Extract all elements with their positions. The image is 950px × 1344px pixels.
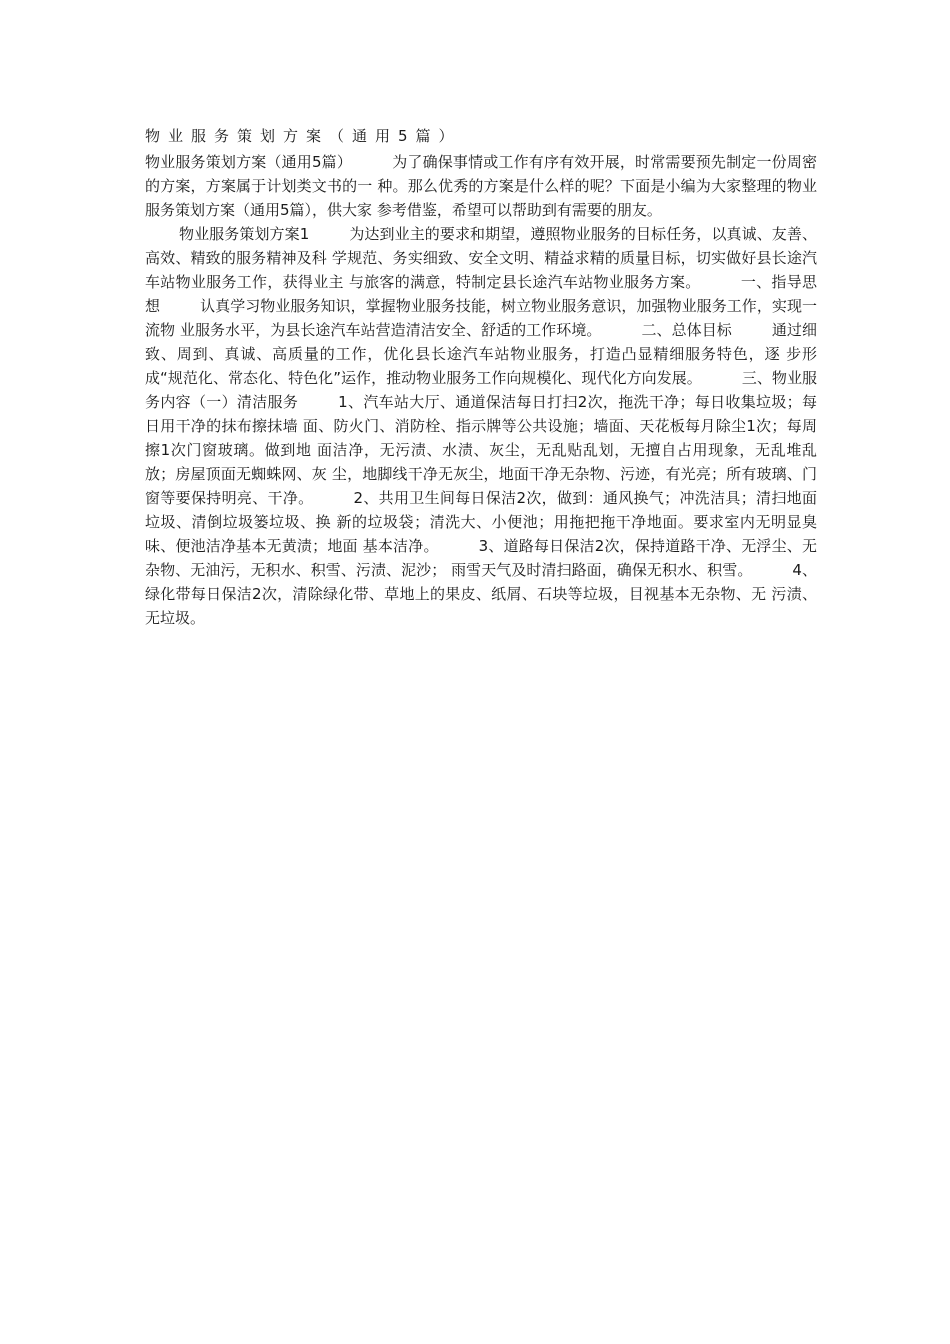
item-text-2: 2、共用卫生间每日保洁2次，做到：通风换气；冲洗洁具；清扫地面垃圾、清倒垃圾篓垃圾、换 新的垃圾袋；清洗大、小便池；用拖把拖干净地面。要求室内无明显臭味、便池洁净基本无黄渍；地面 基本洁净。 [145,489,817,555]
intro-paragraph [145,150,817,222]
item-text-1: 1、汽车站大厅、通道保洁每日打扫2次，拖洗干净；每日收集垃圾；每日用干净的抹布擦抹墙 面、防火门、消防栓、指示牌等公共设施；墙面、天花板每月除尘1次；每周擦1次门窗玻璃。做到地 面洁净，无污渍、水渍、灰尘，无乱贴乱划，无擅自占用现象，无乱堆乱放；房屋顶面无蜘蛛网、灰 尘，地脚线干净无灰尘，地面干净无杂物、污迹，有光亮；所有玻璃、门窗等要保持明亮、干净。 [145,393,817,507]
item-text-3: 3、道路每日保洁2次，保持道路干净、无浮尘、无杂物、无油污，无积水、积雪、污渍、泥沙； 雨雪天气及时清扫路面，确保无积水、积雪。 [145,537,817,579]
plan-paragraph [145,222,817,630]
section-text-guiding: 认真学习物业服务知识，掌握物业服务技能，树立物业服务意识，加强物业服务工作，实现一流物 业服务水平，为县长途汽车站营造清洁安全、舒适的工作环境。 [145,297,817,339]
plan-intro-text: 为达到业主的要求和期望，遵照物业服务的目标任务，以真诚、友善、高效、精致的服务精神及科 学规范、务实细致、安全文明、精益求精的质量目标，切实做好县长途汽车站物业服务工作，获得业主 与旅客的满意，特制定县长途汽车站物业服务方案。 [145,225,817,291]
intro-text: 为了确保事情或工作有序有效开展，时常需要预先制定一份周密的方案，方案属于计划类文书的一 种。那么优秀的方案是什么样的呢？下面是小编为大家整理的物业服务策划方案（通用5篇），供大家 参考借鉴，希望可以帮助到有需要的朋友。 [145,153,817,219]
section-heading-goals: 二、总体目标 [641,321,732,339]
plan-heading: 物业服务策划方案1 [179,225,310,243]
document-body [145,124,817,630]
document-title: 物业服务策划方案（通用5篇） [145,127,462,145]
section-text-goals: 通过细致、周到、真诚、高质量的工作，优化县长途汽车站物业服务，打造凸显精细服务特色，逐 步形成“规范化、常态化、特色化”运作，推动物业服务工作向规模化、现代化方向发展。 [145,321,817,387]
item-text-4: 4、绿化带每日保洁2次，清除绿化带、草地上的果皮、纸屑、石块等垃圾，目视基本无杂物、无 污渍、无垃圾。 [145,561,817,627]
section-heading-guiding: 一、指导思想 [145,273,817,315]
intro-heading: 物业服务策划方案（通用5篇） [145,153,353,171]
section-heading-content: 三、物业服务内容（一）清洁服务 [145,369,817,411]
